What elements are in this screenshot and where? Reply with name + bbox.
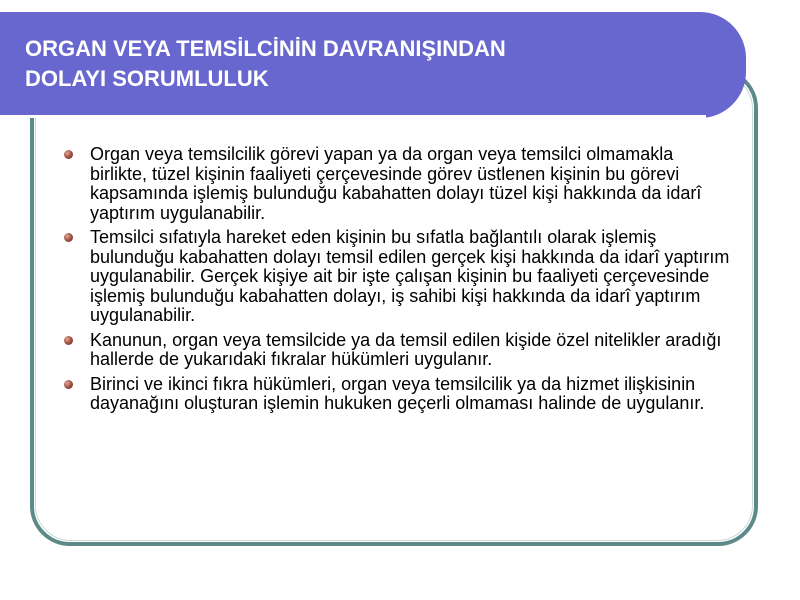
bullet-text: Temsilci sıfatıyla hareket eden kişinin bu sıfatla bağlantılı olarak işlemiş bulunduğu kabahatten dolayı temsil edilen gerçek kişi hakkında da idarî yaptırım uygulanabilir. Gerçek kişiye ait bir işte çalışan kişinin bu faaliyeti çerçevesinde işlemiş bulunduğu kabahatten dolayı, iş sahibi kişi hakkında da idarî yaptırım uygulanabilir.: [90, 227, 730, 325]
bullet-text: Birinci ve ikinci fıkra hükümleri, organ veya temsilcilik ya da hizmet ilişkisinin dayanağını oluşturan işlemin hukuken geçerli olmaması halinde de uygulanır.: [90, 373, 705, 413]
title-bar: [0, 12, 746, 118]
sphere-bullet-icon: [64, 380, 73, 389]
sphere-bullet-icon: [64, 336, 73, 345]
bullet-item: [62, 375, 732, 414]
bullet-text: Organ veya temsilcilik görevi yapan ya da organ veya temsilci olmamakla birlikte, tüzel kişinin faaliyeti çerçevesinde görev üstlenen kişinin bu görevi kapsamında işlemiş bulunduğu kabahatten dolayı tüzel kişi hakkında da idarî yaptırım uygulanabilir.: [90, 144, 702, 223]
slide-title: ORGAN VEYA TEMSİLCİNİN DAVRANIŞINDAN DOLAYI SORUMLULUK: [25, 36, 506, 91]
bullet-item: [62, 228, 732, 326]
sphere-bullet-icon: [64, 150, 73, 159]
bullet-text: Kanunun, organ veya temsilcide ya da temsil edilen kişide özel nitelikler aradığı hallerde de yukarıdaki fıkralar hükümleri uygulanır.: [90, 329, 722, 369]
bullet-list: [62, 145, 732, 419]
bullet-item: [62, 145, 732, 223]
bullet-item: [62, 331, 732, 370]
sphere-bullet-icon: [64, 233, 73, 242]
title-underline: [0, 115, 706, 118]
